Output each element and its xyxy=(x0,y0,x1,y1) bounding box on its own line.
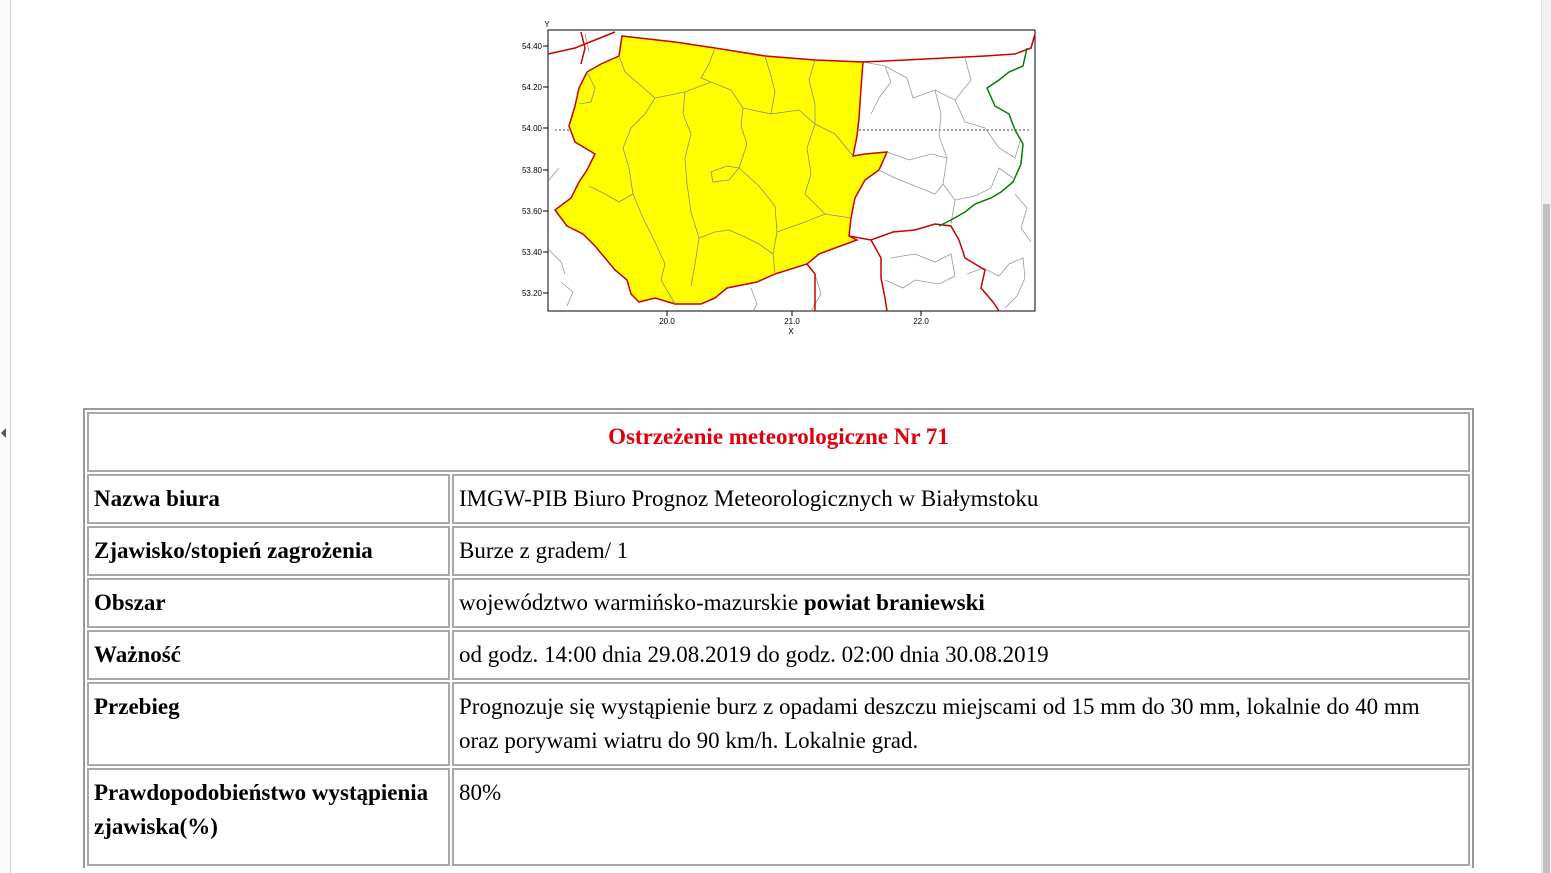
row-value-validity: od godz. 14:00 dnia 29.08.2019 do godz. 02:00 dnia 30.08.2019 xyxy=(452,630,1470,680)
y-tick-label: 53.80 xyxy=(521,166,542,175)
window-left-edge xyxy=(0,0,11,873)
row-value-probability: 80% xyxy=(452,768,1470,866)
x-tick-label: 21.0 xyxy=(784,317,800,326)
x-axis-label: X xyxy=(788,327,794,336)
y-tick-label: 54.20 xyxy=(521,83,542,92)
y-tick-label: 53.40 xyxy=(521,248,542,257)
x-tick-label: 20.0 xyxy=(659,317,675,326)
x-tick-label: 22.0 xyxy=(913,317,929,326)
table-row xyxy=(87,630,1470,680)
y-tick-label: 53.60 xyxy=(521,207,542,216)
collapse-arrow-icon[interactable] xyxy=(1,428,6,438)
table-row xyxy=(87,682,1470,766)
y-tick-label: 53.20 xyxy=(521,289,542,298)
table-row xyxy=(87,578,1470,628)
x-axis-ticks xyxy=(667,311,921,316)
table-row xyxy=(87,474,1470,524)
row-label-office: Nazwa biura xyxy=(87,474,450,524)
warning-title: Ostrzeżenie meteorologiczne Nr 71 xyxy=(87,412,1470,472)
warning-table xyxy=(83,408,1474,868)
vertical-scrollbar[interactable] xyxy=(1541,0,1551,873)
warning-map-svg xyxy=(515,18,1040,338)
row-label-course: Przebieg xyxy=(87,682,450,766)
x-tick-labels xyxy=(659,317,929,326)
warning-map xyxy=(515,18,1040,338)
table-row xyxy=(87,526,1470,576)
row-label-validity: Ważność xyxy=(87,630,450,680)
area-county: powiat braniewski xyxy=(803,590,985,615)
y-axis-label: Y xyxy=(544,20,550,29)
y-tick-label: 54.40 xyxy=(521,42,542,51)
scrollbar-thumb[interactable] xyxy=(1543,204,1550,873)
row-label-area: Obszar xyxy=(87,578,450,628)
row-value-course: Prognozuje się wystąpienie burz z opadami deszczu miejscami od 15 mm do 30 mm, lokalnie do 40 mm oraz porywami wiatru do 90 km/h. Lokalnie grad. xyxy=(452,682,1470,766)
table-row xyxy=(87,768,1470,866)
row-value-area xyxy=(452,578,1470,628)
area-voivodeship: województwo warmińsko-mazurskie xyxy=(459,590,799,615)
row-value-office: IMGW-PIB Biuro Prognoz Meteorologicznych w Białymstoku xyxy=(452,474,1470,524)
row-label-phenomenon: Zjawisko/stopień zagrożenia xyxy=(87,526,450,576)
y-axis-ticks xyxy=(543,46,548,293)
y-tick-label: 54.00 xyxy=(521,124,542,133)
row-value-phenomenon: Burze z gradem/ 1 xyxy=(452,526,1470,576)
y-tick-labels xyxy=(522,42,543,298)
warning-title-row xyxy=(87,412,1470,472)
row-label-probability: Prawdopodobieństwo wystąpienia zjawiska(%) xyxy=(87,768,450,866)
